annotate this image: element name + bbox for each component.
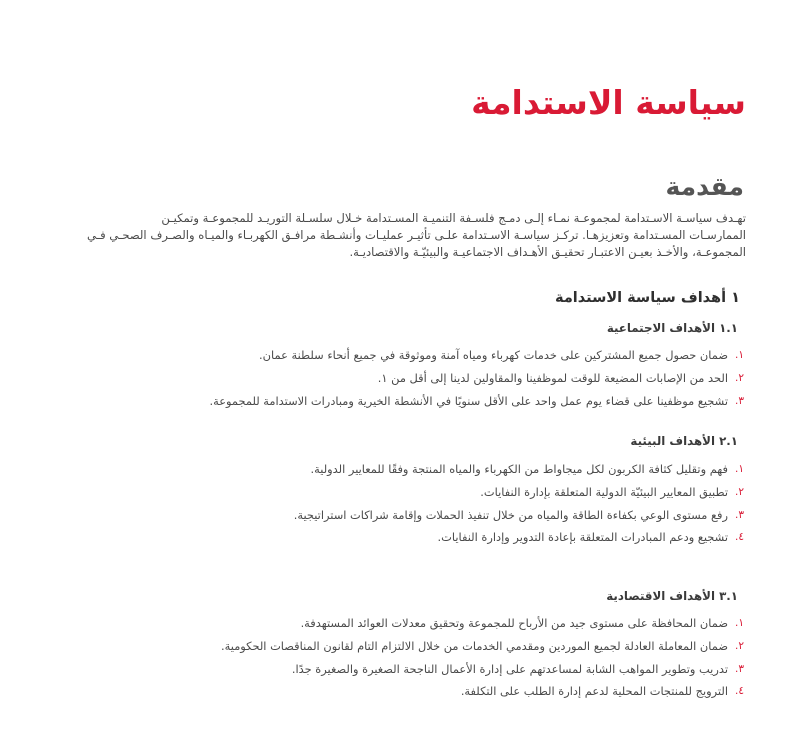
item-text: تشجيع موظفينا على قضاء يوم عمل واحد على الأقل سنويًا في الأنشطة الخيرية ومبادرات الاستدامة للمجموعة. (209, 393, 728, 408)
intro-paragraph (34, 210, 746, 261)
intro-line: الممارسـات المسـتدامة وتعزيزهـا. تركـز سياسـة الاسـتدامة علـى تأثيـر عمليـات وأنشـطة مرافـق الكهربـاء والميـاه والصـرف الصحـي فـي (87, 228, 746, 242)
item-number: ١. (735, 617, 744, 630)
economic-goals-list (221, 612, 744, 703)
intro-line: المجموعـة، والأخـذ بعيـن الاعتبـار تحقيـق الأهـداف الاجتماعيـة والبيئيّـة والاقتصاديـة. (349, 245, 746, 259)
list-item (294, 526, 744, 549)
intro-line: تهـدف سياسـة الاسـتدامة لمجموعـة نمـاء إلـى دمـج فلسـفة التنميـة المسـتدامة خـلال سلسـلة التوريـد للمجموعـة وتمكيـن (161, 211, 746, 225)
list-item (210, 367, 744, 390)
item-text: فهم وتقليل كثافة الكربون لكل ميجاواط من الكهرباء والمياه المنتجة وفقًا للمعايير الدولية. (310, 462, 728, 477)
subsection-heading-environmental: ٢.١ الأهداف البيئية (630, 434, 738, 448)
item-number: ٣. (735, 662, 744, 675)
item-number: ٢. (735, 372, 744, 385)
item-text: ضمان المحافظة على مستوى جيد من الأرباح للمجموعة وتحقيق معدلات العوائد المستهدفة. (300, 616, 728, 631)
page-title: سياسة الاستدامة (471, 83, 746, 122)
item-number: ٢. (735, 640, 744, 653)
intro-heading: مقدمة (665, 172, 744, 201)
subsection-heading-economic: ٣.١ الأهداف الاقتصادية (606, 589, 738, 603)
item-text: تشجيع ودعم المبادرات المتعلقة بإعادة التدوير وإدارة النفايات. (437, 530, 728, 545)
item-text: ضمان المعاملة العادلة لجميع الموردين ومقدمي الخدمات من خلال الالتزام التام لقانون المناقصات الحكومية. (221, 639, 728, 654)
list-item (221, 612, 744, 635)
item-text: الحد من الإصابات المضيعة للوقت لموظفينا والمقاولين لدينا إلى أقل من ١. (377, 371, 728, 386)
item-text: الترويج للمنتجات المحلية لدعم إدارة الطلب على التكلفة. (460, 684, 728, 699)
list-item (221, 680, 744, 703)
list-item (294, 503, 744, 526)
item-number: ٣. (735, 394, 744, 407)
item-number: ١. (735, 349, 744, 362)
item-text: رفع مستوى الوعي بكفاءة الطاقة والمياه من خلال تنفيذ الحملات وإقامة شراكات استراتيجية. (293, 507, 728, 522)
item-number: ١. (735, 463, 744, 476)
environmental-goals-list (294, 458, 744, 549)
item-number: ٤. (735, 531, 744, 544)
social-goals-list (210, 344, 744, 412)
item-text: تدريب وتطوير المواهب الشابة لمساعدتهم على إدارة الأعمال الناجحة الصغيرة والصغيرة جدًا. (291, 661, 728, 676)
list-item (294, 458, 744, 481)
item-text: تطبيق المعايير البيئيّة الدولية المتعلقة بإدارة النفايات. (480, 485, 728, 500)
list-item (294, 481, 744, 504)
list-item (210, 389, 744, 412)
list-item (221, 635, 744, 658)
item-text: ضمان حصول جميع المشتركين على خدمات كهرباء ومياه آمنة وموثوقة في جميع أنحاء سلطنة عمان. (259, 348, 728, 363)
item-number: ٢. (735, 486, 744, 499)
list-item (210, 344, 744, 367)
item-number: ٤. (735, 685, 744, 698)
subsection-heading-social: ١.١ الأهداف الاجتماعية (606, 321, 738, 335)
list-item (221, 657, 744, 680)
section-heading-goals: ١ أهداف سياسة الاستدامة (555, 290, 740, 306)
item-number: ٣. (735, 508, 744, 521)
